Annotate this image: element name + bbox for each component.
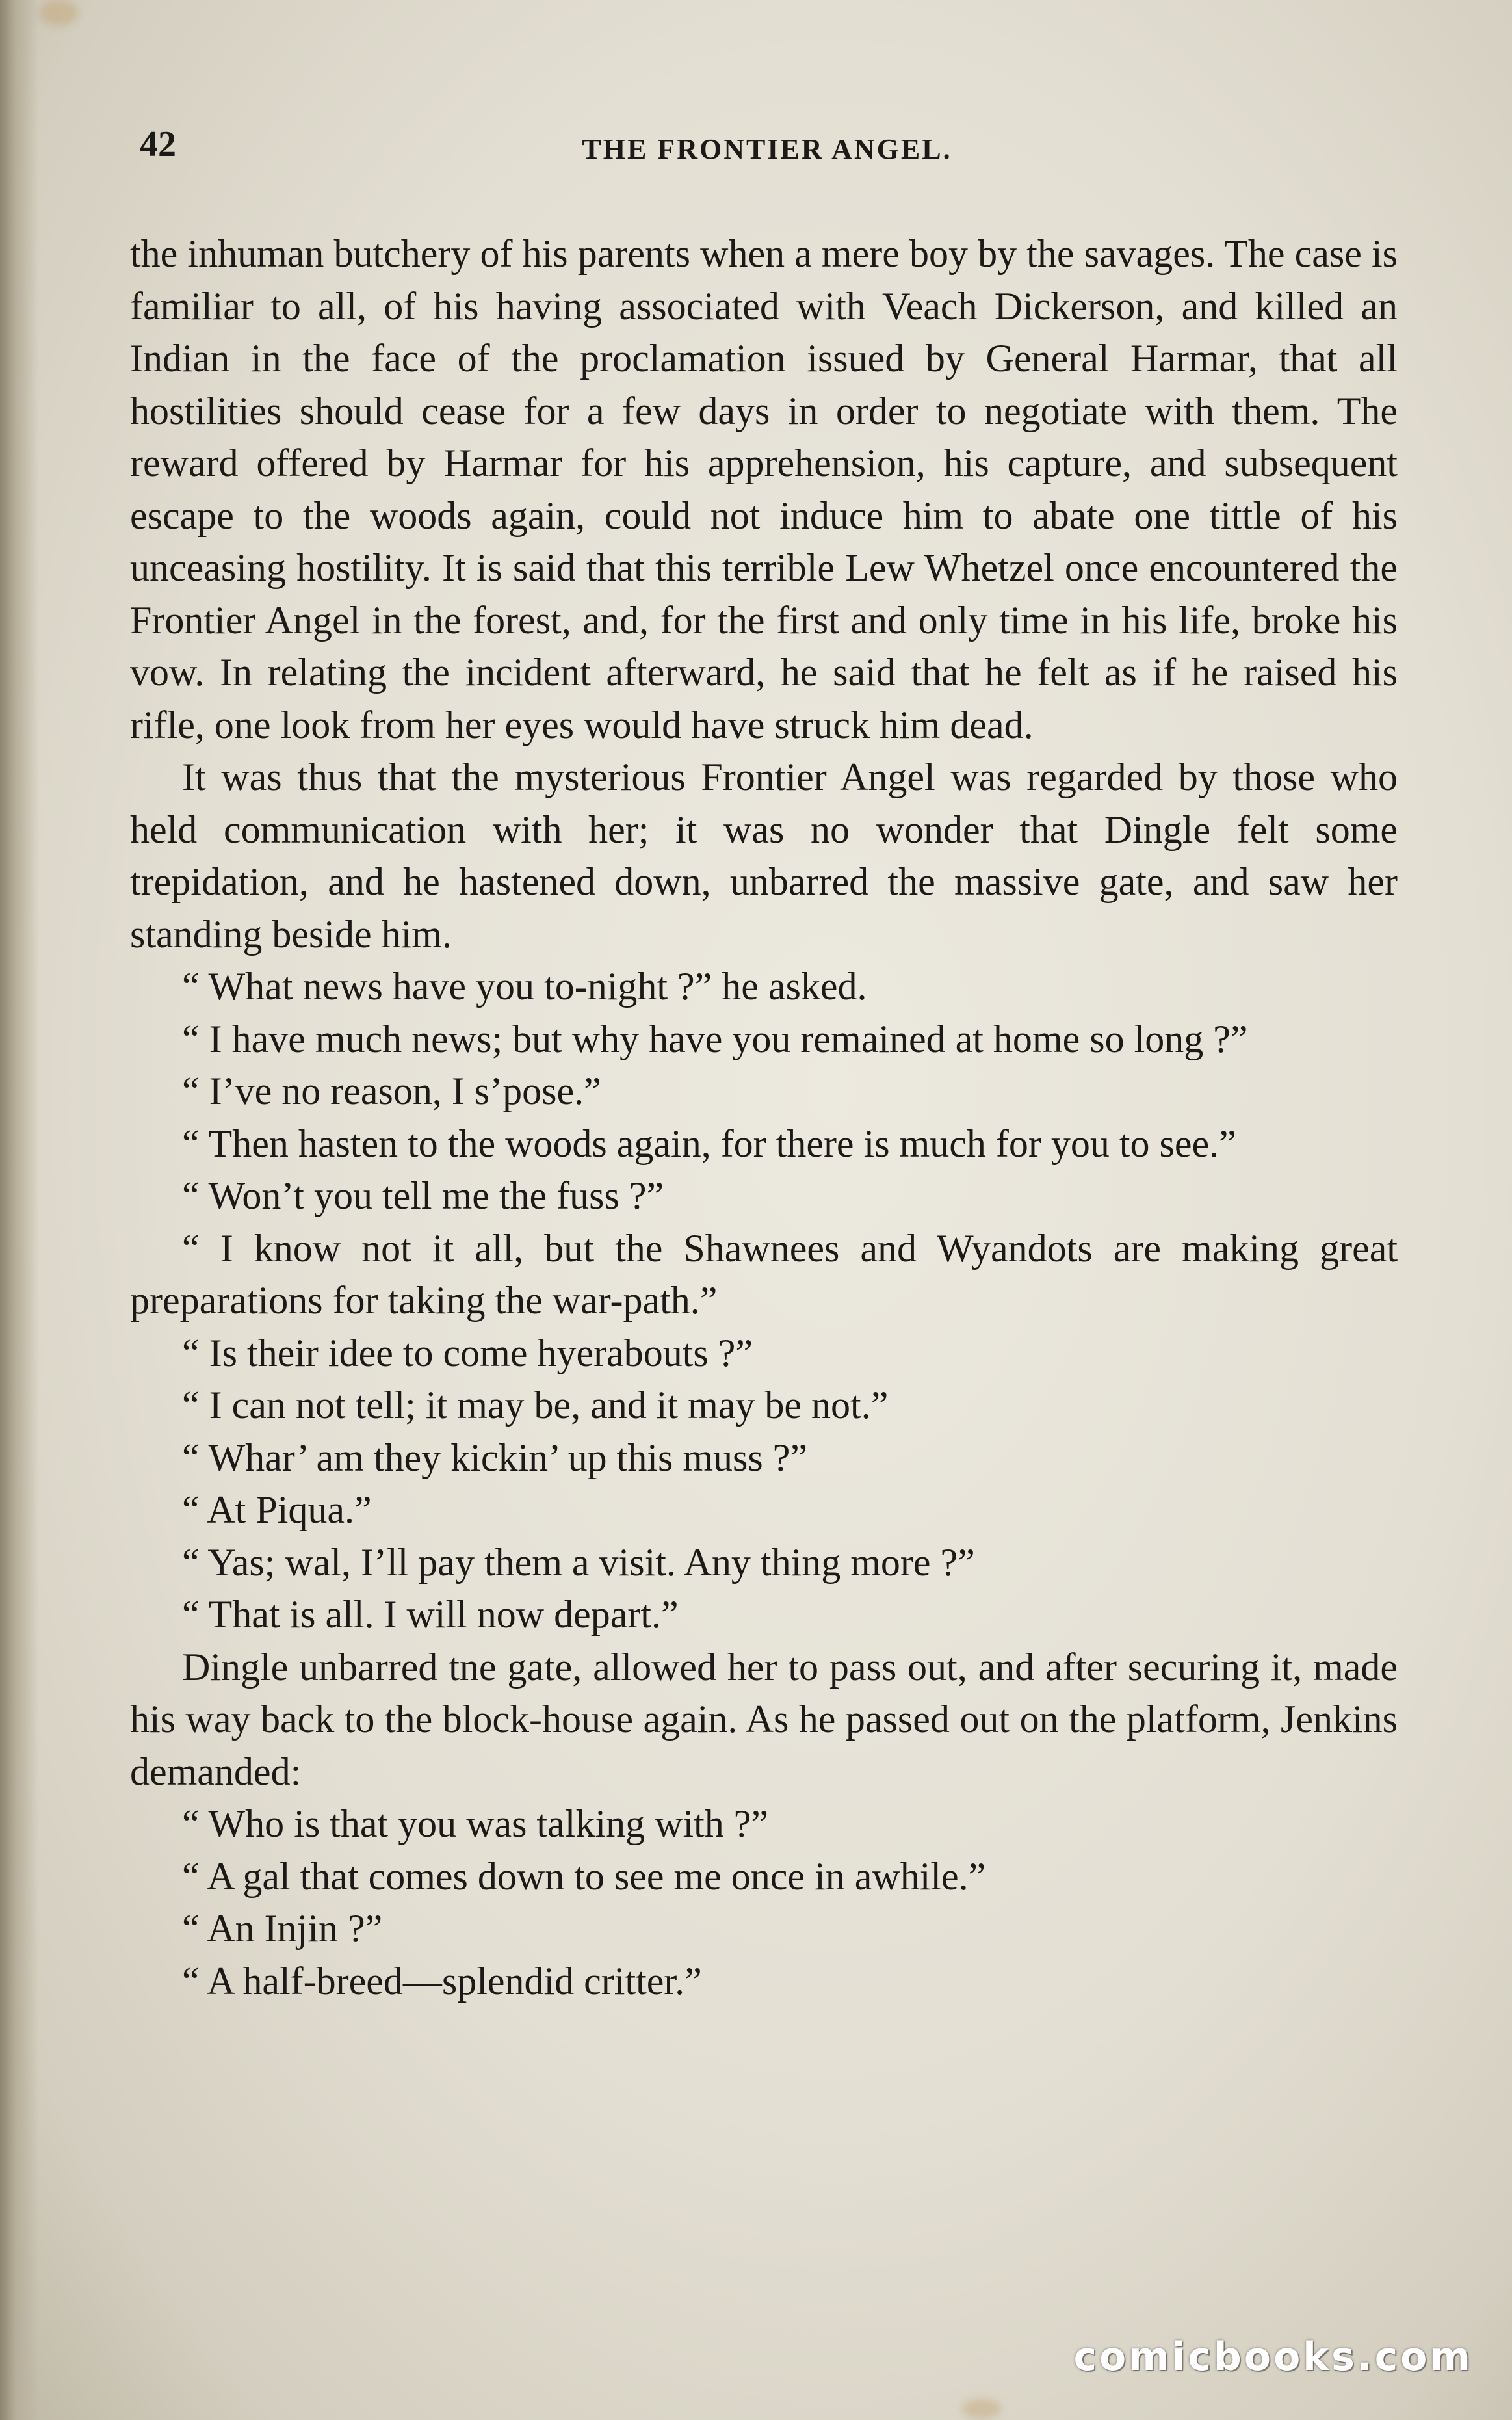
dialogue-line: “ At Piqua.”	[182, 1488, 372, 1531]
dialogue-line: “ I have much news; but why have you remained at home so long ?”	[182, 1017, 1248, 1060]
dialogue-line: “ An Injin ?”	[182, 1907, 383, 1950]
page-gutter-shadow	[0, 0, 39, 2420]
dialogue-line: “ Then hasten to the woods again, for there is much for you to see.”	[182, 1122, 1236, 1165]
paper-stain	[962, 2399, 1001, 2419]
dialogue-line: “ I can not tell; it may be, and it may be not.”	[182, 1384, 889, 1427]
dialogue-line: “ A gal that comes down to see me once in awhile.”	[182, 1854, 986, 1898]
dialogue-line: “ I’ve no reason, I s’pose.”	[182, 1070, 601, 1112]
body-text	[130, 228, 1398, 2007]
paper-stain	[39, 0, 78, 26]
page-number: 42	[140, 124, 176, 164]
dialogue-line: “ Won’t you tell me the fuss ?”	[182, 1174, 664, 1217]
dialogue-line: “ Whar’ am they kickin’ up this muss ?”	[182, 1436, 807, 1479]
dialogue-line: “ That is all. I will now depart.”	[182, 1593, 679, 1636]
site-watermark: comicbooks.com	[1073, 2334, 1473, 2380]
paragraph: Dingle unbarred tne gate, allowed her to pass out, and after securing it, made his way back to the block-house again. As he passed out on the platform, Jenkins demanded:	[130, 1645, 1398, 1793]
dialogue-line: “ Yas; wal, I’ll pay them a visit. Any thing more ?”	[182, 1540, 975, 1584]
dialogue-line: “ What news have you to-night ?” he asked.	[182, 965, 867, 1008]
running-head: THE FRONTIER ANGEL.	[582, 133, 952, 165]
page-header	[140, 124, 1394, 169]
dialogue-line: “ Who is that you was talking with ?”	[182, 1802, 769, 1845]
paragraph: It was thus that the mysterious Frontier Angel was regarded by those who held communication with her; it was no wonder that Dingle felt some trepidation, and he hastened down, unbarred the massive gate, and saw her standing beside him.	[130, 756, 1398, 956]
dialogue-line: “ I know not it all, but the Shawnees and Wyandots are making great preparations for taking the war-path.”	[130, 1226, 1398, 1322]
dialogue-line: “ Is their idee to come hyerabouts ?”	[182, 1331, 753, 1374]
paragraph: the inhuman butchery of his parents when a mere boy by the savages. The case is familiar to all, of his having associated with Veach Dickerson, and killed an Indian in the face of the proclamation issued by General Harmar, that all hostilities should cease for a few days in order to negotiate with them. The reward offered by Harmar for his apprehension, his capture, and subsequent escape to the woods again, could not induce him to abate one tittle of his unceasing hostility. It is said that this terrible Lew Whetzel once encountered the Frontier Angel in the forest, and, for the first and only time in his life, broke his vow. In relating the incident afterward, he said that he felt as if he raised his rifle, one look from her eyes would have struck him dead.	[130, 232, 1398, 746]
dialogue-line: “ A half-breed—splendid critter.”	[182, 1959, 702, 2003]
